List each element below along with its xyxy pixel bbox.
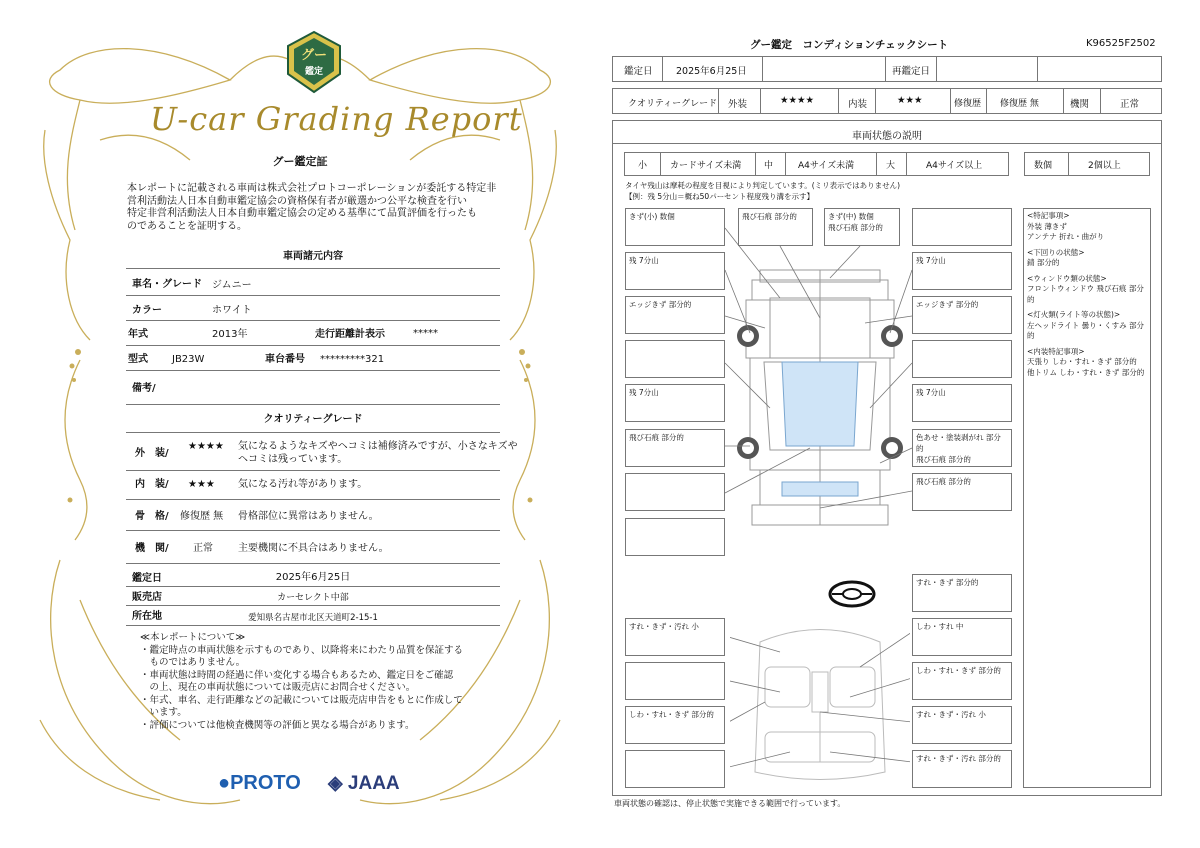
divider xyxy=(126,625,500,626)
legend-medium: 中 xyxy=(764,161,774,171)
ext-box-left xyxy=(625,518,725,556)
address-value: 愛知県名古屋市北区天道町2-15-1 xyxy=(248,613,378,623)
model-label: 型式 xyxy=(128,354,148,365)
divider xyxy=(126,268,500,269)
about-line: ・車両状態は時間の経過に伴い変化する場合もあるため、鑑定日をご確認 xyxy=(140,669,454,681)
intro-line: 特定非営利活動法人日本自動車鑑定協会の定める基準にて品質評価を行ったも xyxy=(127,208,477,219)
ext-box-left: 残 7分山 xyxy=(625,252,725,290)
script-title: U-car Grading Report xyxy=(150,100,523,138)
grade-exterior-text: ヘコミは残っています。 xyxy=(238,454,348,465)
name-label: 車名・グレード xyxy=(132,279,202,290)
date-value: 2025年6月25日 xyxy=(676,66,747,77)
svg-text:グー: グー xyxy=(300,48,328,63)
date-value: 2025年6月25日 xyxy=(275,572,351,583)
ext-box-top: 飛び石痕 部分的 xyxy=(738,208,813,246)
ext-box-top: きず(中) 数個 飛び石痕 部分的 xyxy=(824,208,900,246)
int-box-left: しわ・すれ・きず 部分的 xyxy=(625,706,725,744)
divider xyxy=(126,432,500,433)
divider xyxy=(126,295,500,296)
notes-label: 備考/ xyxy=(132,383,156,394)
grade-frame-text: 骨格部位に異常はありません。 xyxy=(238,511,379,522)
grade-interior-label: 内 装/ xyxy=(135,479,169,490)
divider xyxy=(126,320,500,321)
year-value: 2013年 xyxy=(212,329,248,340)
color-value: ホワイト xyxy=(212,305,252,316)
about-section xyxy=(140,632,500,732)
ext-box-left: 残 7分山 xyxy=(625,384,725,422)
intro-line: 営利活動法人日本自動車鑑定協会の資格保有者が厳選かつ公平な検査を行い xyxy=(127,195,467,207)
footer-note: 車両状態の確認は、停止状態で実施できる範囲で行っています。 xyxy=(614,799,846,808)
int-label: 内装 xyxy=(848,99,868,110)
qg-label: クオリティーグレード xyxy=(628,99,718,109)
int-box-left: すれ・きず・汚れ 小 xyxy=(625,618,725,656)
special-notes-panel: <特記事項> 外装 薄きず アンテナ 折れ・曲がり <下回りの状態> 錆 部分的 <ウィンドウ類の状態> フロントウィンドウ 飛び石痕 部分的 <灯火類(ライト等の状態)> 左ヘッドライト 曇り・くすみ 部分的 <内装特記事項> 天張り しわ・すれ・きず 部分的 他トリム しわ・すれ・きず 部分的 xyxy=(1023,208,1151,788)
date-label: 鑑定日 xyxy=(132,573,162,584)
ext-box-right: 色あせ・塗装剥がれ 部分的 飛び石痕 部分的 xyxy=(912,429,1012,467)
about-line: ・年式、車名、走行距離などの記載については販売店申告をもとに作成して xyxy=(140,694,463,706)
int-stars: ★★★ xyxy=(897,95,923,106)
about-line: ・評価については他検査機関等の評価と異なる場合があります。 xyxy=(140,719,415,731)
legend-count: 数個 xyxy=(1034,161,1053,171)
tire-note-example: 【例：残 5分山＝概ね50パーセント程度残り溝を示す】 xyxy=(625,192,815,201)
ext-box-left: エッジきず 部分的 xyxy=(625,296,725,334)
divider xyxy=(126,404,500,405)
mileage-value: ***** xyxy=(413,328,438,339)
chassis-value: *********321 xyxy=(320,354,385,365)
intro-line: 本レポートに記載される車両は株式会社プロトコーポレーションが委託する特定非 xyxy=(127,183,497,194)
ext-box-left: きず(小) 数個 xyxy=(625,208,725,246)
proto-logo-text: PROTO xyxy=(230,772,301,794)
car-interior-diagram xyxy=(730,612,910,792)
color-label: カラー xyxy=(132,305,162,316)
ext-box-right xyxy=(912,208,1012,246)
svg-text:鑑定: 鑑定 xyxy=(304,67,324,77)
legend-count-desc: 2個以上 xyxy=(1088,161,1121,171)
desc-title: 車両状態の説明 xyxy=(852,131,922,142)
chassis-label: 車台番号 xyxy=(265,354,305,365)
grade-exterior-text: 気になるようなキズやヘコミは補修済みですが、小さなキズや xyxy=(238,441,518,452)
jaaa-mark-icon: ◈ xyxy=(328,773,343,794)
sheet-id: K96525F2502 xyxy=(1086,38,1156,49)
legend-large: 大 xyxy=(886,161,896,171)
tire-note: タイヤ残山は摩耗の程度を目視により判定しています。(ミリ表示ではありません) xyxy=(625,181,901,190)
proto-logo xyxy=(218,772,301,795)
ext-label: 外装 xyxy=(728,99,748,110)
shop-value: カーセレクト中部 xyxy=(277,593,349,603)
divider xyxy=(126,370,500,371)
ext-box-left xyxy=(625,473,725,511)
mileage-label: 走行距離計表示 xyxy=(315,329,385,340)
grade-frame-value: 修復歴 無 xyxy=(180,511,224,522)
int-box-left xyxy=(625,662,725,700)
legend-small-desc: カードサイズ未満 xyxy=(670,161,742,171)
callout-lines xyxy=(720,208,920,558)
divider xyxy=(126,563,500,564)
condition-check-sheet xyxy=(600,0,1200,848)
shop-label: 販売店 xyxy=(132,592,162,603)
legend-medium-desc: A4サイズ未満 xyxy=(798,161,855,171)
engine-value: 正常 xyxy=(1120,99,1140,110)
repair-label: 修復歴 xyxy=(954,99,982,109)
about-title: ≪本レポートについて≫ xyxy=(140,632,246,643)
jaaa-logo-text: JAAA xyxy=(347,773,400,794)
grade-exterior-label: 外 装/ xyxy=(135,448,169,459)
ext-box-left xyxy=(625,340,725,378)
grade-interior-stars: ★★★ xyxy=(188,479,215,490)
int-box-right: しわ・すれ・きず 部分的 xyxy=(912,662,1012,700)
sheet-title: グー鑑定 コンディションチェックシート xyxy=(750,39,949,51)
legend-large-desc: A4サイズ以上 xyxy=(926,161,983,171)
steering-wheel-icon xyxy=(828,580,876,608)
divider xyxy=(126,530,500,531)
int-box-right: すれ・きず 部分的 xyxy=(912,574,1012,612)
ext-box-right: 残 7分山 xyxy=(912,252,1012,290)
divider xyxy=(126,470,500,471)
ext-box-right xyxy=(912,340,1012,378)
cert-title: グー鑑定証 xyxy=(272,155,328,168)
repair-value: 修復歴 無 xyxy=(1000,99,1039,109)
goo-kantei-logo xyxy=(286,30,342,94)
about-line: ・鑑定時点の車両状態を示すものであり、以降将来にわたり品質を保証する xyxy=(140,644,464,656)
spec-title: 車両諸元内容 xyxy=(283,251,343,262)
date-label: 鑑定日 xyxy=(624,66,653,77)
model-value: JB23W xyxy=(172,354,205,365)
grade-engine-label: 機 関/ xyxy=(135,543,169,554)
proto-mark-icon: ● xyxy=(218,772,231,794)
grade-interior-text: 気になる汚れ等があります。 xyxy=(238,479,368,490)
int-box-right: すれ・きず・汚れ 部分的 xyxy=(912,750,1012,788)
divider xyxy=(126,499,500,500)
divider xyxy=(126,345,500,346)
name-value: ジムニー xyxy=(212,280,252,291)
ext-box-right: 飛び石痕 部分的 xyxy=(912,473,1012,511)
ext-box-right: 残 7分山 xyxy=(912,384,1012,422)
int-box-right: しわ・すれ 中 xyxy=(912,618,1012,656)
grade-title: クオリティーグレード xyxy=(263,414,363,425)
divider xyxy=(126,586,500,587)
about-line: ものではありません。 xyxy=(140,657,246,668)
grade-frame-label: 骨 格/ xyxy=(135,511,169,522)
about-line: います。 xyxy=(140,707,187,718)
grade-engine-text: 主要機関に不具合はありません。 xyxy=(238,543,389,554)
redate-label: 再鑑定日 xyxy=(892,66,931,77)
engine-label: 機関 xyxy=(1070,99,1090,110)
legend-small: 小 xyxy=(638,161,648,171)
int-box-left xyxy=(625,750,725,788)
ext-box-right: エッジきず 部分的 xyxy=(912,296,1012,334)
grade-exterior-stars: ★★★★ xyxy=(188,441,224,452)
int-box-right: すれ・きず・汚れ 小 xyxy=(912,706,1012,744)
address-label: 所在地 xyxy=(132,611,162,622)
jaaa-logo xyxy=(328,772,400,795)
intro-paragraph xyxy=(127,183,507,233)
ext-box-left: 飛び石痕 部分的 xyxy=(625,429,725,467)
ext-stars: ★★★★ xyxy=(780,95,815,106)
grade-engine-value: 正常 xyxy=(193,543,213,554)
about-line: の上、現在の車両状態については販売店にお問合せください。 xyxy=(140,682,416,693)
divider xyxy=(126,605,500,606)
year-label: 年式 xyxy=(128,329,148,340)
intro-line: のであることを証明する。 xyxy=(127,220,247,232)
